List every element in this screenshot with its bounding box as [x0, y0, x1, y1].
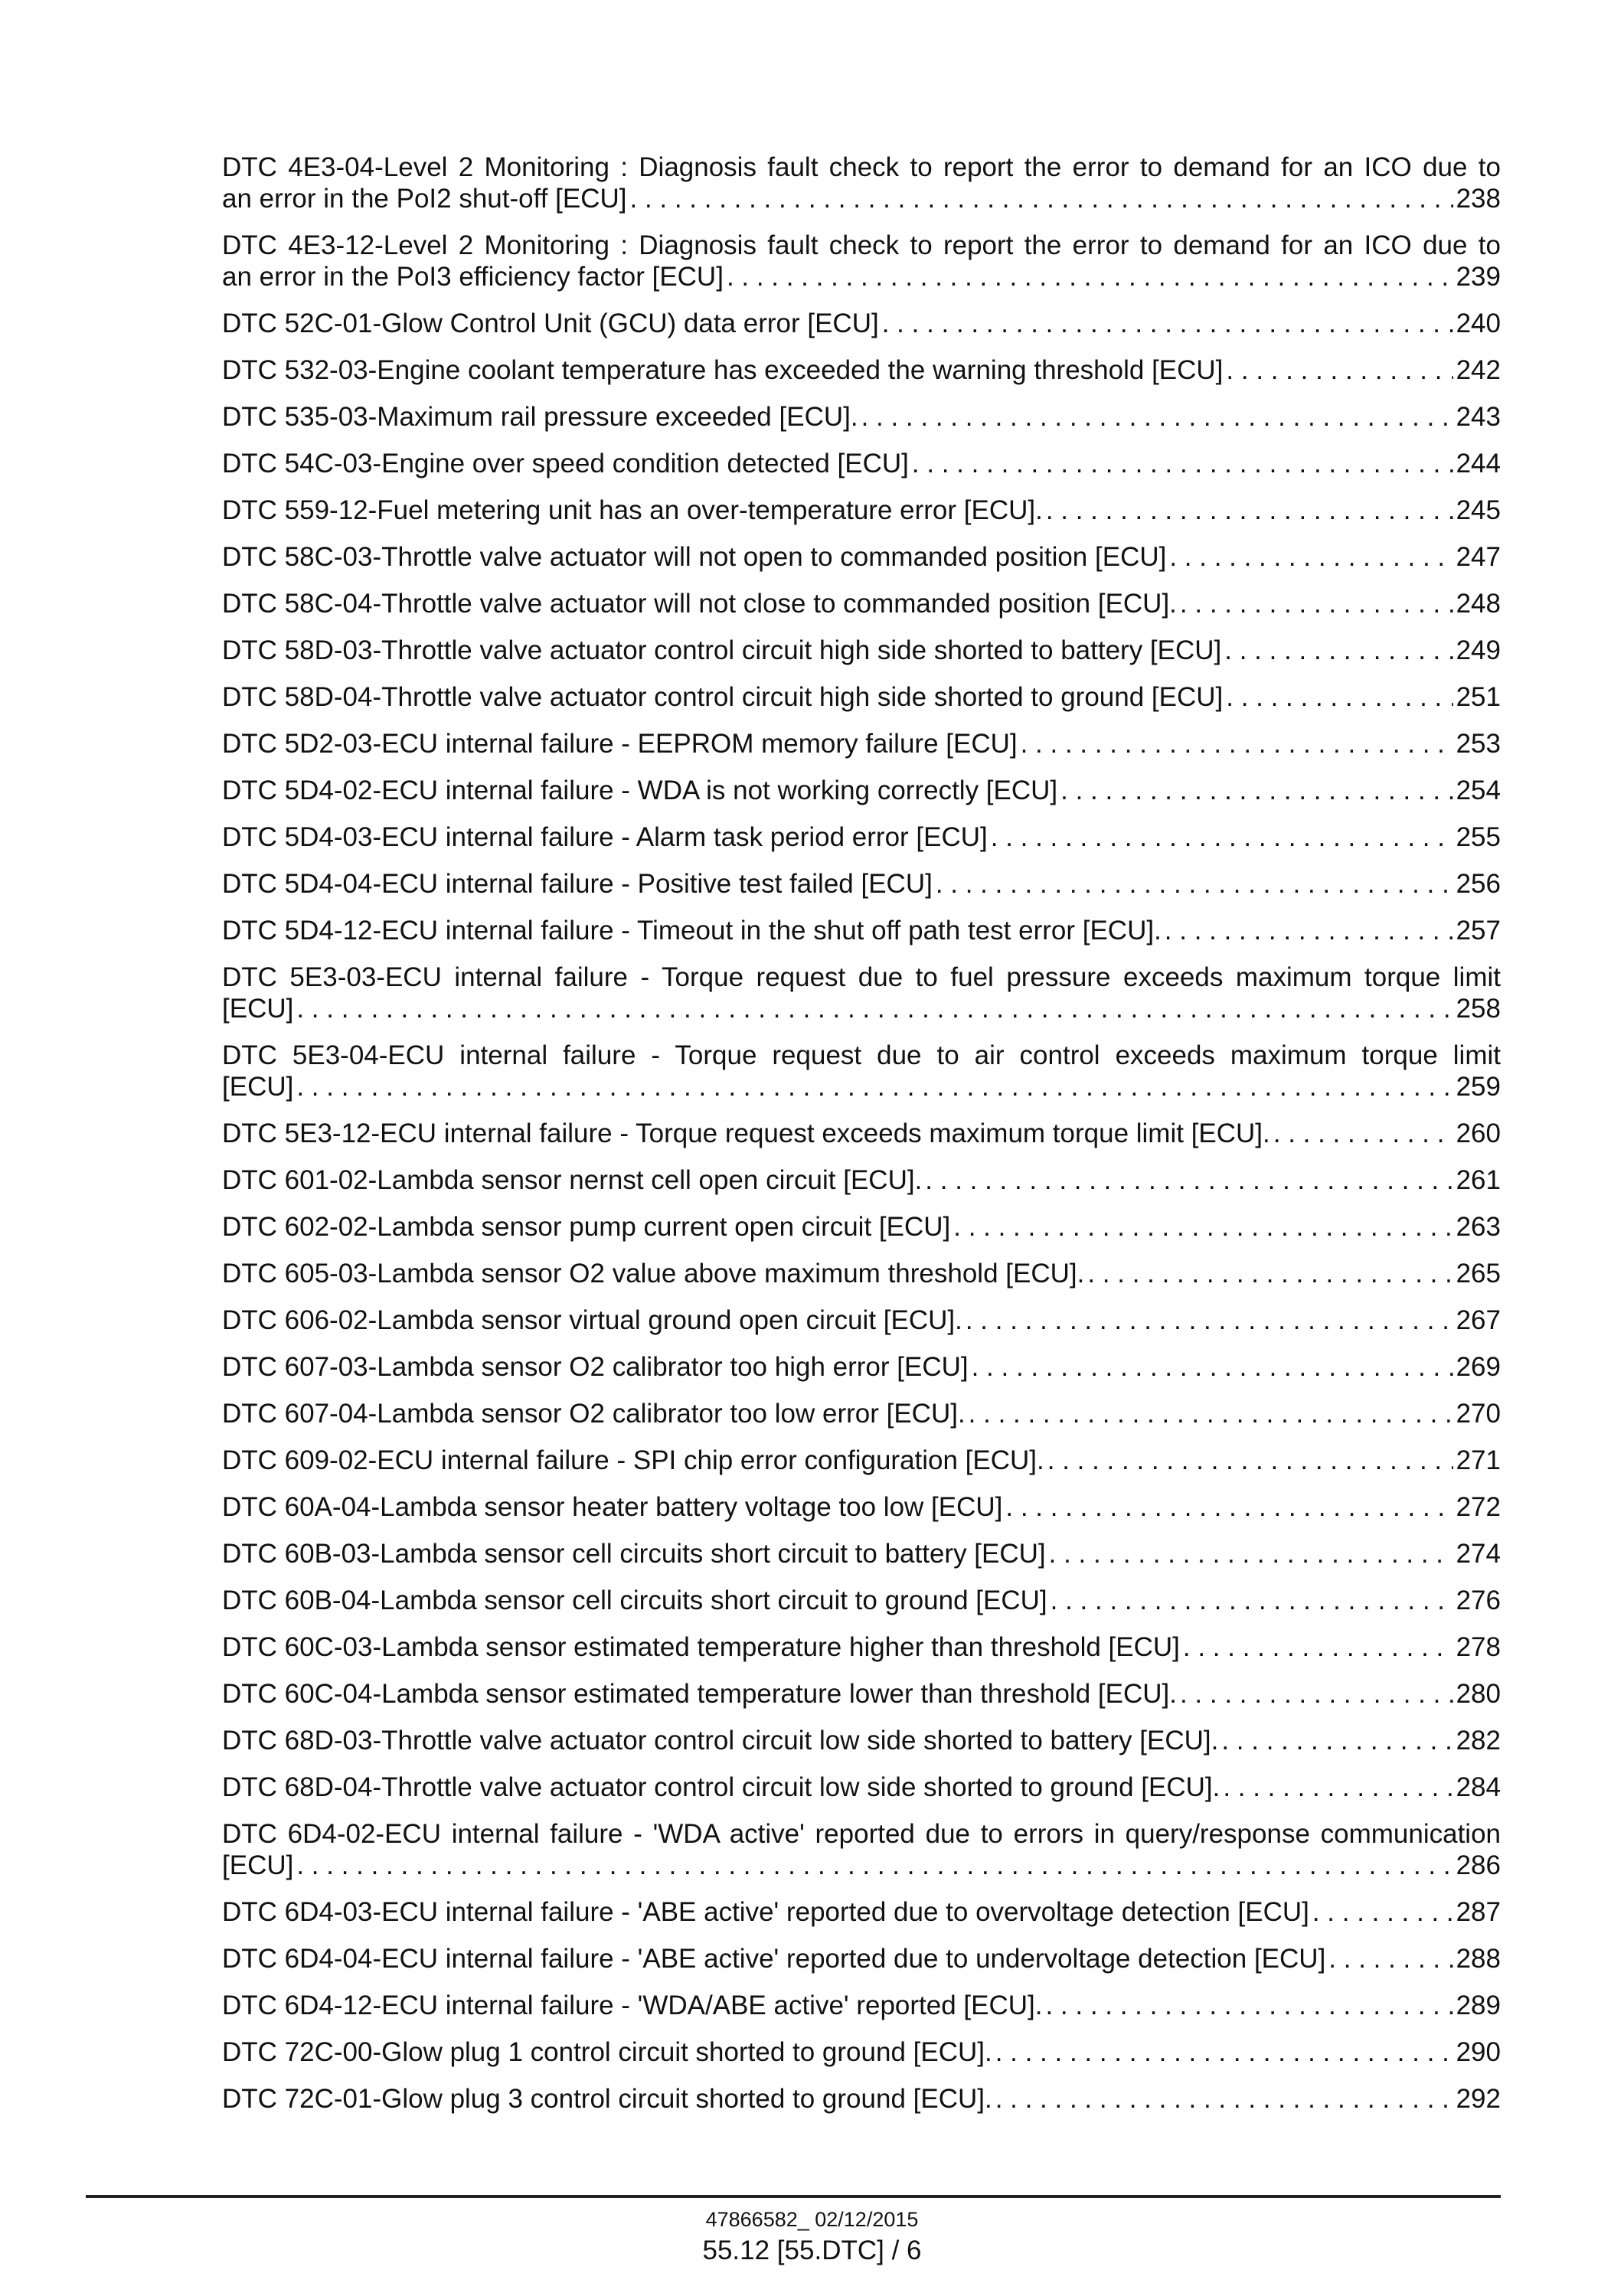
toc-entry-last-line: [222, 728, 1501, 759]
toc-page-number: 265: [1456, 1259, 1501, 1288]
toc-page-number: 284: [1456, 1772, 1501, 1802]
toc-entry[interactable]: [222, 152, 1501, 214]
toc-dot-leader: [912, 448, 1453, 479]
toc-entry-title-line: DTC 6D4-02-ECU internal failure - 'WDA active' reported due to errors in query/response communication: [222, 1819, 1501, 1849]
toc-entry[interactable]: [222, 1818, 1501, 1881]
toc-entry[interactable]: [222, 1445, 1501, 1476]
toc-entry-title: DTC 60C-04-Lambda sensor estimated temperature lower than threshold [ECU].: [222, 1679, 1177, 1709]
toc-page-number: 238: [1456, 184, 1501, 214]
toc-dot-leader: [953, 1211, 1452, 1243]
toc-dot-leader: [1328, 1943, 1452, 1974]
toc-entry-title: DTC 58D-03-Throttle valve actuator control circuit high side shorted to battery [ECU]: [222, 635, 1222, 665]
toc-entry[interactable]: [222, 401, 1501, 433]
toc-entry-title: DTC 54C-03-Engine over speed condition detected [ECU]: [222, 449, 909, 478]
toc-dot-leader: [727, 261, 1453, 292]
toc-entry-title: DTC 60B-03-Lambda sensor cell circuits short circuit to battery [ECU]: [222, 1539, 1046, 1569]
toc-entry-last-line: [222, 354, 1501, 386]
toc-page-number: 267: [1456, 1305, 1501, 1335]
toc-entry[interactable]: [222, 308, 1501, 339]
toc-page-number: 258: [1456, 994, 1501, 1024]
toc-entry-last-line: [222, 261, 1501, 292]
toc-page-number: 263: [1456, 1212, 1501, 1242]
toc-page-number: 259: [1456, 1072, 1501, 1102]
toc-entry-title: DTC 605-03-Lambda sensor O2 value above maximum threshold [ECU].: [222, 1259, 1085, 1288]
toc-page-number: 254: [1456, 776, 1501, 805]
toc-entry-title: DTC 72C-00-Glow plug 1 control circuit shorted to ground [ECU].: [222, 2037, 992, 2067]
toc-entry-title: DTC 68D-03-Throttle valve actuator control circuit low side shorted to battery [ECU].: [222, 1726, 1219, 1755]
toc-entry[interactable]: [222, 821, 1501, 853]
toc-entry-title: DTC 606-02-Lambda sensor virtual ground open circuit [ECU].: [222, 1305, 962, 1335]
toc-dot-leader: [296, 1850, 1452, 1881]
toc-dot-leader: [630, 183, 1453, 214]
toc-entry[interactable]: [222, 1678, 1501, 1710]
toc-entry-last-line: [222, 1398, 1501, 1429]
toc-entry-title-line: DTC 4E3-12-Level 2 Monitoring : Diagnosis fault check to report the error to demand for an ICO due to: [222, 230, 1501, 260]
toc-dot-leader: [972, 1351, 1453, 1383]
toc-dot-leader: [1045, 1990, 1452, 2021]
toc-entry-title: DTC 5E3-12-ECU internal failure - Torque request exceeds maximum torque limit [ECU].: [222, 1119, 1270, 1148]
toc-entry[interactable]: [222, 1164, 1501, 1196]
toc-entry-title: DTC 559-12-Fuel metering unit has an over-temperature error [ECU].: [222, 495, 1043, 525]
toc-entry[interactable]: [222, 728, 1501, 759]
toc-dot-leader: [296, 1071, 1452, 1102]
toc-page-number: 272: [1456, 1492, 1501, 1522]
toc-entry[interactable]: [222, 448, 1501, 479]
footer-page-reference: 55.12 [55.DTC] / 6: [702, 2236, 922, 2265]
toc-dot-leader: [991, 821, 1453, 853]
toc-page-number: 245: [1456, 495, 1501, 525]
toc-entry-last-line: [222, 401, 1501, 433]
toc-entry-title: DTC 535-03-Maximum rail pressure exceeded [ECU].: [222, 402, 858, 432]
toc-entry[interactable]: [222, 962, 1501, 1024]
toc-entry[interactable]: [222, 1585, 1501, 1616]
toc-entry[interactable]: [222, 1040, 1501, 1102]
toc-dot-leader: [1005, 1491, 1452, 1523]
toc-page-number: 255: [1456, 822, 1501, 852]
toc-dot-leader: [1165, 915, 1453, 946]
toc-entry[interactable]: [222, 1398, 1501, 1429]
toc-entry-last-line: [222, 1678, 1501, 1710]
toc-dot-leader: [1221, 1725, 1452, 1756]
toc-page-number: 286: [1456, 1850, 1501, 1880]
toc-entry-title: DTC 72C-01-Glow plug 3 control circuit shorted to ground [ECU].: [222, 2084, 992, 2114]
toc-dot-leader: [1223, 1772, 1452, 1803]
toc-entry[interactable]: [222, 1631, 1501, 1663]
toc-entry-title: DTC 6D4-12-ECU internal failure - 'WDA/ABE active' reported [ECU].: [222, 1991, 1043, 2020]
toc-page-number: 288: [1456, 1944, 1501, 1974]
toc-entry[interactable]: [222, 230, 1501, 292]
toc-entry[interactable]: [222, 1538, 1501, 1569]
toc-page-number: 269: [1456, 1352, 1501, 1382]
toc-entry[interactable]: [222, 2083, 1501, 2115]
toc-entry[interactable]: [222, 354, 1501, 386]
toc-entry-title: DTC 60A-04-Lambda sensor heater battery voltage too low [ECU]: [222, 1492, 1003, 1522]
toc-entry-last-line: [222, 1725, 1501, 1756]
toc-page-number: 274: [1456, 1539, 1501, 1569]
footer-document-code: 47866582_ 02/12/2015: [705, 2208, 919, 2231]
toc-page-number: 280: [1456, 1679, 1501, 1709]
toc-entry-last-line: [222, 1850, 1501, 1881]
toc-page-number: 290: [1456, 2037, 1501, 2067]
toc-entry-title: DTC 58C-04-Throttle valve actuator will not close to commanded position [ECU].: [222, 589, 1177, 619]
toc-dot-leader: [1180, 1678, 1453, 1710]
toc-entry-last-line: [222, 1118, 1501, 1149]
toc-dot-leader: [1051, 1585, 1453, 1616]
toc-entry[interactable]: [222, 1943, 1501, 1974]
toc-entry-title: DTC 601-02-Lambda sensor nernst cell open circuit [ECU].: [222, 1165, 923, 1195]
toc-dot-leader: [1273, 1118, 1453, 1149]
toc-page-number: 276: [1456, 1586, 1501, 1615]
toc-page-number: 261: [1456, 1165, 1501, 1195]
toc-dot-leader: [1049, 1538, 1453, 1569]
toc-entry[interactable]: [222, 1772, 1501, 1803]
toc-entry-title-line: DTC 5E3-03-ECU internal failure - Torque request due to fuel pressure exceeds maximum torque limit: [222, 962, 1501, 992]
toc-entry-title: DTC 6D4-03-ECU internal failure - 'ABE active' reported due to overvoltage detection [ECU]: [222, 1897, 1309, 1927]
toc-entry[interactable]: [222, 1118, 1501, 1149]
toc-entry-last-line: [222, 2036, 1501, 2068]
toc-page-number: 253: [1456, 729, 1501, 759]
toc-entry-last-line: [222, 588, 1501, 619]
toc-entry-title: DTC 58D-04-Throttle valve actuator control circuit high side shorted to ground [ECU]: [222, 682, 1224, 712]
toc-entry[interactable]: [222, 1896, 1501, 1928]
toc-entry-title: DTC 58C-03-Throttle valve actuator will not open to commanded position [ECU]: [222, 542, 1167, 572]
toc-entry-title: DTC 5D2-03-ECU internal failure - EEPROM memory failure [ECU]: [222, 729, 1018, 759]
toc-dot-leader: [925, 1164, 1452, 1196]
toc-dot-leader: [1060, 775, 1452, 806]
toc-entry-last-line: [222, 821, 1501, 853]
toc-entry-title: [ECU]: [222, 1850, 294, 1880]
toc-dot-leader: [995, 2083, 1453, 2115]
toc-entry-title-line: DTC 5E3-04-ECU internal failure - Torque request due to air control exceeds maximum torque limit: [222, 1040, 1501, 1070]
toc-entry-last-line: [222, 1943, 1501, 1974]
toc-entry-title: DTC 5D4-02-ECU internal failure - WDA is not working correctly [ECU]: [222, 776, 1058, 805]
toc-page-number: 251: [1456, 682, 1501, 712]
toc-page-number: 278: [1456, 1632, 1501, 1662]
toc-entry-last-line: [222, 1990, 1501, 2021]
toc-entry-last-line: [222, 1491, 1501, 1523]
toc-entry[interactable]: [222, 541, 1501, 573]
toc-entry[interactable]: [222, 681, 1501, 713]
toc-entry-title: DTC 68D-04-Throttle valve actuator control circuit low side shorted to ground [ECU].: [222, 1772, 1220, 1802]
toc-entry-last-line: [222, 2083, 1501, 2115]
toc-entry-title: an error in the PoI3 efficiency factor [ECU]: [222, 262, 724, 292]
toc-entry-last-line: [222, 1164, 1501, 1196]
toc-entry[interactable]: [222, 1990, 1501, 2021]
toc-entry-last-line: [222, 1211, 1501, 1243]
toc-entry-last-line: [222, 1071, 1501, 1102]
toc-dot-leader: [1021, 728, 1453, 759]
toc-entry-last-line: [222, 868, 1501, 900]
toc-page-number: 243: [1456, 402, 1501, 432]
toc-entry-last-line: [222, 681, 1501, 713]
toc-page-number: 287: [1456, 1897, 1501, 1927]
toc-entry-title: DTC 5D4-03-ECU internal failure - Alarm task period error [ECU]: [222, 822, 988, 852]
toc-entry-title-line: DTC 4E3-04-Level 2 Monitoring : Diagnosis fault check to report the error to demand for an ICO due to: [222, 152, 1501, 182]
toc-entry-last-line: [222, 1305, 1501, 1336]
toc-entry-title: DTC 5D4-04-ECU internal failure - Positive test failed [ECU]: [222, 869, 933, 899]
toc-entry-title: [ECU]: [222, 994, 294, 1024]
toc-entry-title: DTC 60C-03-Lambda sensor estimated temperature higher than threshold [ECU]: [222, 1632, 1180, 1662]
toc-entry[interactable]: [222, 495, 1501, 526]
toc-entry[interactable]: [222, 2036, 1501, 2068]
toc-dot-leader: [1183, 1631, 1453, 1663]
toc-page-number: 256: [1456, 869, 1501, 899]
toc-entry-title: DTC 609-02-ECU internal failure - SPI chip error configuration [ECU].: [222, 1445, 1044, 1475]
toc-entry-last-line: [222, 183, 1501, 214]
toc-page-number: 270: [1456, 1399, 1501, 1429]
toc-dot-leader: [1169, 541, 1452, 573]
toc-entry-last-line: [222, 1585, 1501, 1616]
toc-entry-last-line: [222, 308, 1501, 339]
toc-entry[interactable]: [222, 1725, 1501, 1756]
toc-entry[interactable]: [222, 868, 1501, 900]
toc-page-number: 239: [1456, 262, 1501, 292]
toc-dot-leader: [969, 1398, 1453, 1429]
toc-dot-leader: [861, 401, 1453, 433]
toc-dot-leader: [1224, 635, 1452, 666]
toc-page-number: 260: [1456, 1119, 1501, 1148]
toc-entry-last-line: [222, 915, 1501, 946]
toc-page-number: 282: [1456, 1726, 1501, 1755]
table-of-contents: [222, 152, 1501, 2130]
toc-entry-title: an error in the PoI2 shut-off [ECU]: [222, 184, 627, 214]
toc-entry-last-line: [222, 541, 1501, 573]
toc-entry[interactable]: [222, 1491, 1501, 1523]
toc-entry[interactable]: [222, 635, 1501, 666]
toc-dot-leader: [882, 308, 1453, 339]
toc-page-number: 242: [1456, 355, 1501, 385]
footer-divider: [86, 2195, 1501, 2198]
toc-entry-last-line: [222, 1351, 1501, 1383]
toc-page-number: 292: [1456, 2084, 1501, 2114]
toc-entry[interactable]: [222, 775, 1501, 806]
toc-entry[interactable]: [222, 1305, 1501, 1336]
toc-entry-title: DTC 52C-01-Glow Control Unit (GCU) data error [ECU]: [222, 309, 879, 338]
toc-entry-title: DTC 60B-04-Lambda sensor cell circuits short circuit to ground [ECU]: [222, 1586, 1047, 1615]
toc-entry-title: DTC 5D4-12-ECU internal failure - Timeout in the shut off path test error [ECU].: [222, 916, 1162, 946]
toc-dot-leader: [1312, 1896, 1453, 1928]
toc-page-number: 271: [1456, 1445, 1501, 1475]
toc-entry[interactable]: [222, 1258, 1501, 1289]
toc-entry-last-line: [222, 448, 1501, 479]
toc-entry-last-line: [222, 635, 1501, 666]
toc-page-number: 249: [1456, 635, 1501, 665]
toc-entry-last-line: [222, 1896, 1501, 1928]
toc-dot-leader: [1047, 1445, 1453, 1476]
toc-entry[interactable]: [222, 1351, 1501, 1383]
toc-entry-title: DTC 607-03-Lambda sensor O2 calibrator too high error [ECU]: [222, 1352, 969, 1382]
toc-page-number: 244: [1456, 449, 1501, 478]
toc-entry-last-line: [222, 495, 1501, 526]
toc-dot-leader: [1180, 588, 1453, 619]
toc-dot-leader: [995, 2036, 1453, 2068]
toc-page-number: 240: [1456, 309, 1501, 338]
toc-dot-leader: [1046, 495, 1453, 526]
toc-entry-last-line: [222, 775, 1501, 806]
toc-entry-last-line: [222, 1772, 1501, 1803]
toc-entry-title: DTC 607-04-Lambda sensor O2 calibrator too low error [ECU].: [222, 1399, 966, 1429]
toc-dot-leader: [1087, 1258, 1452, 1289]
toc-entry-last-line: [222, 1445, 1501, 1476]
toc-dot-leader: [966, 1305, 1453, 1336]
toc-entry[interactable]: [222, 915, 1501, 946]
toc-entry-last-line: [222, 1258, 1501, 1289]
toc-entry[interactable]: [222, 588, 1501, 619]
toc-page-number: 247: [1456, 542, 1501, 572]
toc-dot-leader: [1226, 354, 1452, 386]
toc-dot-leader: [296, 993, 1452, 1024]
toc-page-number: 248: [1456, 589, 1501, 619]
toc-page-number: 289: [1456, 1991, 1501, 2020]
toc-entry-title: DTC 532-03-Engine coolant temperature has exceeded the warning threshold [ECU]: [222, 355, 1224, 385]
toc-entry-title: DTC 602-02-Lambda sensor pump current open circuit [ECU]: [222, 1212, 951, 1242]
toc-entry-last-line: [222, 993, 1501, 1024]
toc-entry-last-line: [222, 1631, 1501, 1663]
toc-page-number: 257: [1456, 916, 1501, 946]
toc-entry-last-line: [222, 1538, 1501, 1569]
toc-dot-leader: [936, 868, 1453, 900]
toc-entry-title: [ECU]: [222, 1072, 294, 1102]
toc-entry-title: DTC 6D4-04-ECU internal failure - 'ABE active' reported due to undervoltage detection [ECU]: [222, 1944, 1326, 1974]
toc-entry[interactable]: [222, 1211, 1501, 1243]
toc-dot-leader: [1226, 681, 1452, 713]
